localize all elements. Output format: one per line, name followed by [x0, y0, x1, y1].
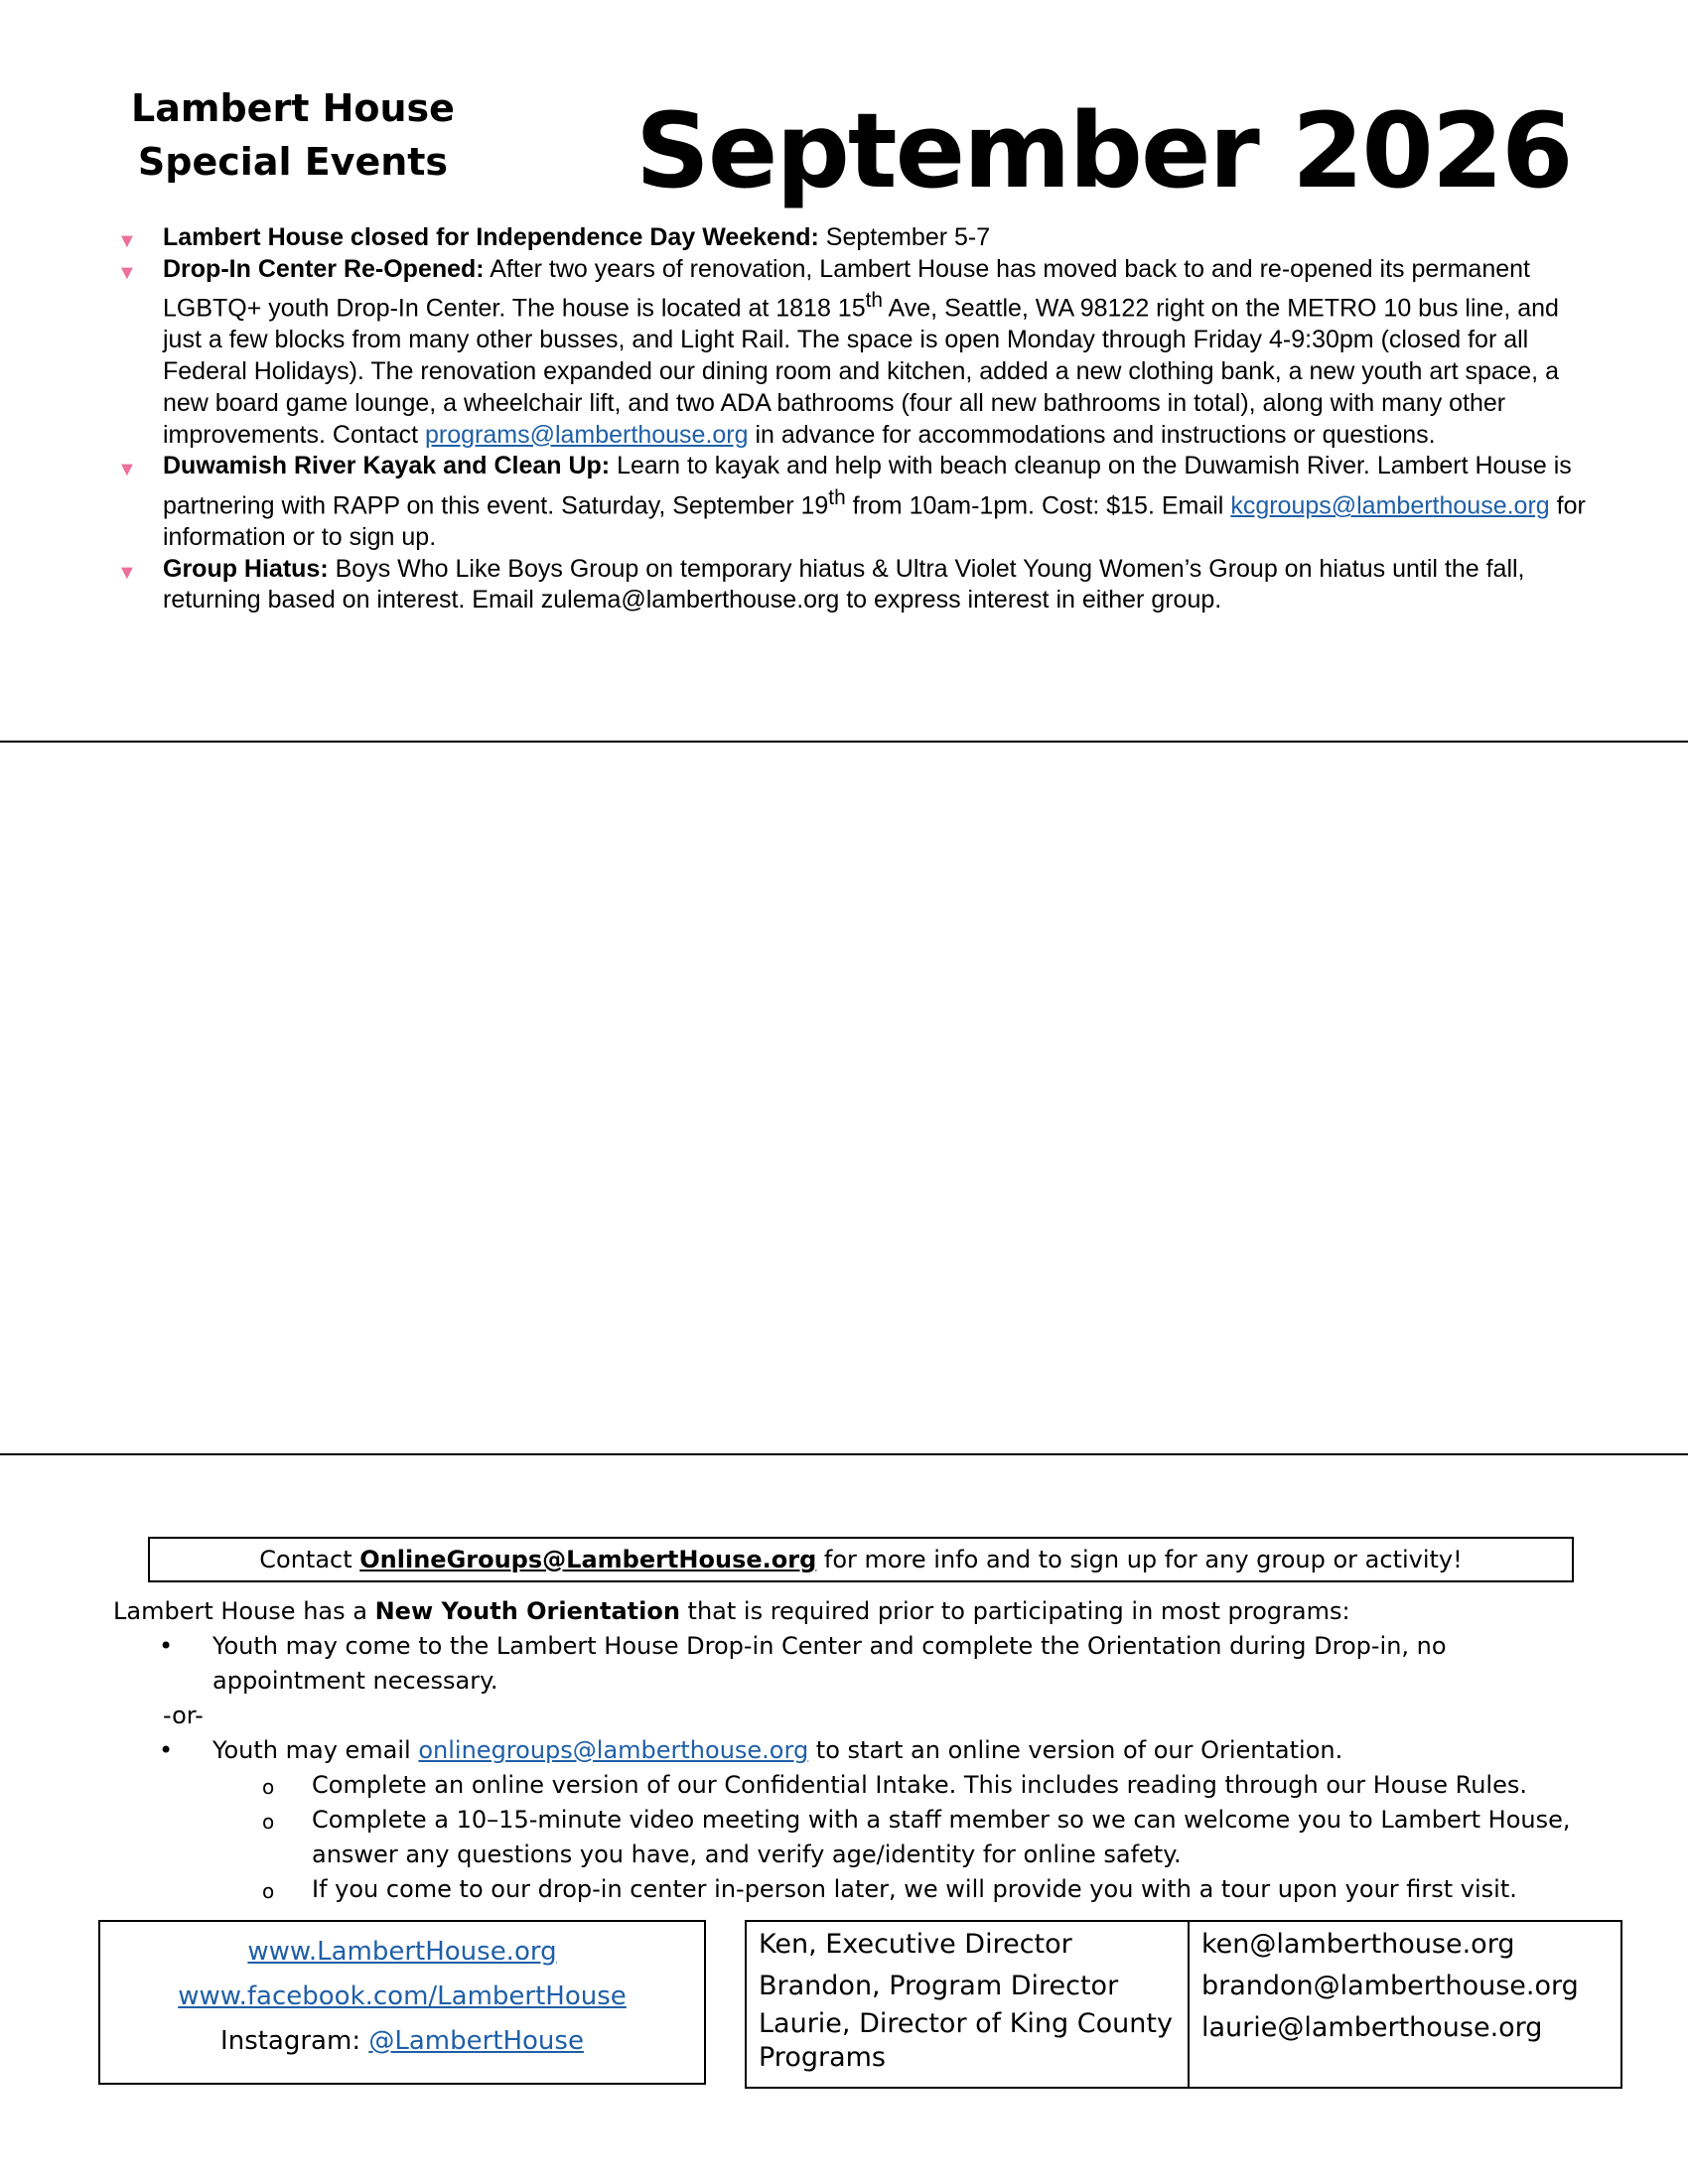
substep-text: Complete a 10–15-minute video meeting with a staff member so we can welcome you to Lambert House, answer any questions you have, and verify age/identity for online safety.: [312, 1806, 1571, 1868]
event-name: Group Hiatus:: [163, 554, 329, 583]
staff-email[interactable]: brandon@lamberthouse.org: [1201, 1971, 1579, 2001]
intro-bold: New Youth Orientation: [374, 1597, 680, 1625]
orientation-substep: [113, 1768, 1603, 1803]
online-groups-email[interactable]: OnlineGroups@LambertHouse.org: [359, 1546, 817, 1573]
triangle-bullet-icon: ▼: [117, 459, 137, 481]
event-text: Boys Who Like Boys Group on temporary hiatus & Ultra Violet Young Women’s Group on hiatus until the fall, returning based on interest. Email zulema@lamberthouse.org to express interest in either group.: [163, 554, 1525, 614]
contact-banner: [148, 1537, 1574, 1582]
month-title: September 2026: [635, 90, 1572, 211]
orientation-substep: [113, 1872, 1603, 1907]
org-title: [119, 81, 467, 189]
org-title-line2: Special Events: [137, 140, 449, 184]
staff-email[interactable]: laurie@lamberthouse.org: [1201, 2012, 1543, 2043]
circle-bullet-icon: o: [262, 1775, 275, 1799]
event-superscript: th: [828, 485, 846, 509]
event-superscript: th: [865, 289, 883, 313]
triangle-bullet-icon: ▼: [117, 230, 137, 252]
event-text: After two years of renovation, Lambert House has moved back to and re-opened its permanent LGBTQ+ youth Drop-In Center. The house is located at 1818 15: [163, 254, 1530, 323]
staff-emails-cell: [1189, 1921, 1621, 2088]
events-list: [111, 222, 1601, 616]
website-link[interactable]: www.LambertHouse.org: [247, 1937, 557, 1967]
staff-name: Laurie, Director of King County Programs: [759, 2008, 1173, 2073]
contact-prefix: Contact: [259, 1546, 360, 1573]
event-text: from 10am-1pm. Cost: $15. Email: [845, 491, 1231, 520]
triangle-bullet-icon: ▼: [117, 261, 137, 284]
event-name: Drop-In Center Re-Opened:: [163, 254, 485, 283]
social-links-box: [98, 1920, 706, 2085]
event-item: [111, 254, 1601, 452]
orientation-substep: [113, 1803, 1603, 1872]
divider-top: [0, 741, 1688, 743]
facebook-link[interactable]: www.facebook.com/LambertHouse: [178, 1981, 627, 2011]
orientation-option: [113, 1629, 1603, 1699]
staff-contacts-table: [745, 1920, 1622, 2089]
substep-text: If you come to our drop-in center in-person later, we will provide you with a tour upon your first visit.: [312, 1875, 1517, 1903]
bullet-dot-icon: •: [159, 1632, 174, 1660]
onlinegroups-email-link[interactable]: onlinegroups@lamberthouse.org: [418, 1736, 809, 1764]
orientation-intro: [113, 1594, 1603, 1629]
option-text: Youth may come to the Lambert House Drop-in Center and complete the Orientation during Drop-in, no appointment necessary.: [212, 1632, 1447, 1695]
kcgroups-email-link[interactable]: kcgroups@lamberthouse.org: [1230, 491, 1550, 520]
or-separator: -or-: [163, 1702, 204, 1729]
divider-bottom: [0, 1453, 1688, 1455]
staff-email[interactable]: ken@lamberthouse.org: [1201, 1929, 1515, 1960]
circle-bullet-icon: o: [262, 1810, 275, 1834]
event-text: Learn to kayak and help with beach cleanup on the Duwamish River. Lambert House is partnering with RAPP on this event. Saturday, September 19: [163, 452, 1572, 520]
staff-name: Brandon, Program Director: [759, 1971, 1119, 2001]
event-item: [111, 451, 1601, 553]
instagram-link[interactable]: @LambertHouse: [368, 2026, 584, 2056]
staff-name: Ken, Executive Director: [759, 1929, 1072, 1960]
event-name: Duwamish River Kayak and Clean Up:: [163, 452, 611, 480]
orientation-section: [113, 1594, 1603, 1907]
option-text: to start an online version of our Orientation.: [808, 1736, 1343, 1764]
option-text: Youth may email: [212, 1736, 419, 1764]
instagram-label: Instagram:: [220, 2026, 369, 2056]
event-text: for information or to sign up.: [163, 491, 1586, 551]
circle-bullet-icon: o: [262, 1879, 275, 1903]
orientation-options: [113, 1733, 1603, 1907]
event-text: in advance for accommodations and instructions or questions.: [748, 420, 1436, 449]
event-item: [111, 554, 1601, 616]
staff-names-cell: [746, 1921, 1189, 2088]
orientation-option: [113, 1733, 1603, 1768]
event-text: September 5-7: [818, 223, 991, 251]
triangle-bullet-icon: ▼: [117, 561, 137, 584]
contact-suffix: for more info and to sign up for any group or activity!: [816, 1546, 1463, 1573]
orientation-options: [113, 1629, 1603, 1699]
intro-text: Lambert House has a: [113, 1597, 375, 1625]
event-text: Ave, Seattle, WA 98122 right on the METRO 10 bus line, and just a few blocks from many other busses, and Light Rail. The space is open Monday through Friday 4-9:30pm (closed for all Federal Holidays). The renovation expanded our dining room and kitchen, added a new clothing bank, a new youth art space, a new board game lounge, a wheelchair lift, and two ADA bathrooms (four all new bathrooms in total), along with many other improvements. Contact: [163, 294, 1559, 449]
substep-text: Complete an online version of our Confidential Intake. This includes reading through our House Rules.: [312, 1771, 1527, 1799]
bullet-dot-icon: •: [159, 1736, 174, 1764]
intro-text: that is required prior to participating in most programs:: [679, 1597, 1350, 1625]
event-item: [111, 222, 1601, 254]
event-name: Lambert House closed for Independence Day Weekend:: [163, 223, 819, 251]
org-title-line1: Lambert House: [131, 86, 455, 130]
programs-email-link[interactable]: programs@lamberthouse.org: [425, 420, 749, 449]
